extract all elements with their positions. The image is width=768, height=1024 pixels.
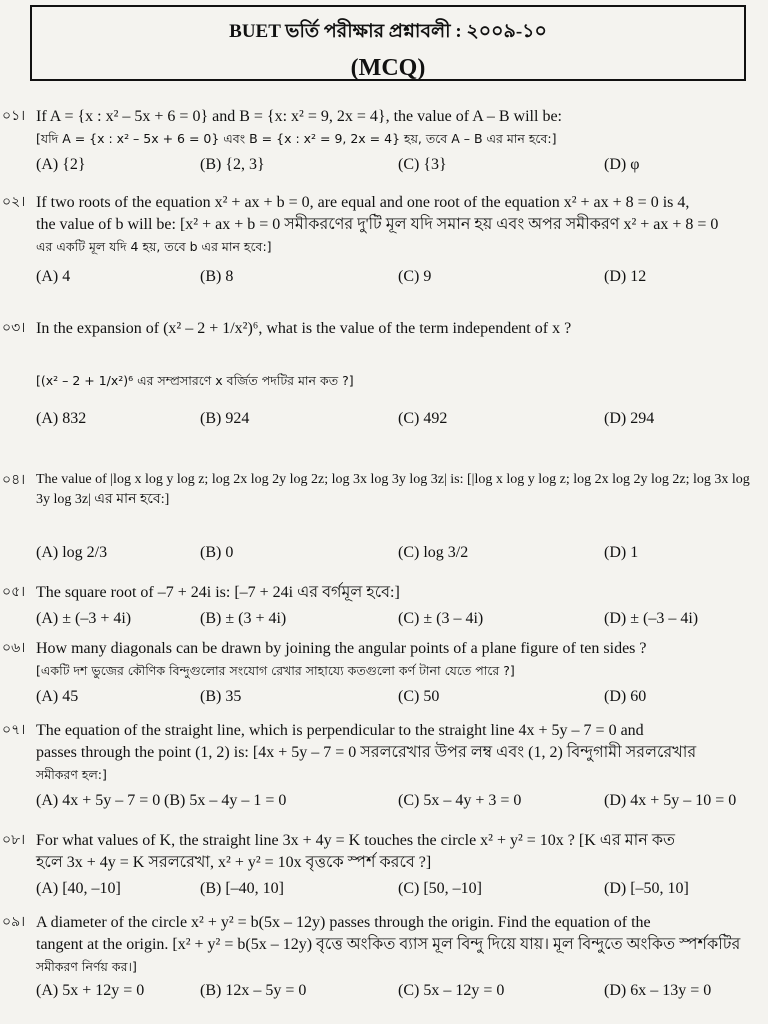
question-text: হলে 3x + 4y = K সরলরেখা, x² + y² = 10x বৃত্তকে স্পর্শ করবে ?] [36, 854, 432, 871]
option-a: (A) ± (–3 + 4i) [36, 610, 132, 627]
header-box [30, 5, 746, 81]
option-a: (A) 5x + 12y = 0 [36, 982, 145, 999]
question-text: passes through the point (1, 2) is: [4x + 5y – 7 = 0 সরলরেখার উপর লম্ব এবং (1, 2) বিন্দুগামী সরলরেখার [36, 744, 697, 761]
option-d: (D) 4x + 5y – 10 = 0 [604, 792, 737, 809]
question-number: ০২। [2, 195, 26, 210]
question-text: A diameter of the circle x² + y² = b(5x – 12y) passes through the origin. Find the equation of the [36, 914, 651, 931]
option-d: (D) 1 [604, 544, 639, 561]
option-d: (D) 60 [604, 688, 647, 705]
option-b: (B) 12x – 5y = 0 [200, 982, 307, 999]
question-8 [0, 830, 768, 900]
option-a: (A) 4 [36, 268, 71, 285]
option-d: (D) ± (–3 – 4i) [604, 610, 699, 627]
question-number: ০১। [2, 109, 26, 124]
question-text: tangent at the origin. [x² + y² = b(5x – 12y) বৃত্তে অংকিত ব্যাস মূল বিন্দু দিয়ে যায়। মূল বিন্দুতে অংকিত স্পর্শকটির [36, 936, 741, 953]
option-a: (A) log 2/3 [36, 544, 108, 561]
question-number: ০৫। [2, 585, 26, 600]
option-c: (C) 50 [398, 688, 440, 705]
option-b: (B) ± (3 + 4i) [200, 610, 287, 627]
option-c: (C) 492 [398, 410, 448, 427]
question-text: How many diagonals can be drawn by joining the angular points of a plane figure of ten sides ? [36, 640, 647, 657]
option-c: (C) log 3/2 [398, 544, 469, 561]
option-c: (C) 5x – 4y + 3 = 0 [398, 792, 522, 809]
question-3 [0, 318, 768, 430]
question-text: the value of b will be: [x² + ax + b = 0 সমীকরণের দু'টি মূল যদি সমান হয় এবং অপর সমীকরণ x² + ax + 8 = 0 [36, 216, 719, 233]
option-b: (B) {2, 3} [200, 156, 265, 173]
option-d: (D) [–50, 10] [604, 880, 689, 897]
option-c: (C) ± (3 – 4i) [398, 610, 484, 627]
question-6 [0, 638, 768, 708]
option-a: (A) 832 [36, 410, 87, 427]
question-1 [0, 106, 768, 176]
question-text: The equation of the straight line, which is perpendicular to the straight line 4x + 5y – 7 = 0 and [36, 722, 644, 739]
option-d: (D) φ [604, 156, 640, 173]
page-title: BUET ভর্তি পরীক্ষার প্রশ্নাবলী : ২০০৯-১০ [229, 21, 547, 42]
option-a: (A) [40, –10] [36, 880, 121, 897]
question-7 [0, 720, 768, 812]
option-b: (B) 8 [200, 268, 234, 285]
option-c: (C) [50, –10] [398, 880, 482, 897]
question-9 [0, 912, 768, 1002]
question-text: If A = {x : x² – 5x + 6 = 0} and B = {x: x² = 9, 2x = 4}, the value of A – B will be: [36, 108, 562, 125]
option-b: (B) 35 [200, 688, 242, 705]
question-text-bn: [একটি দশ ভুজের কৌণিক বিন্দুগুলোর সংযোগ রেখার সাহায্যে কতগুলো কর্ণ টানা যেতে পারে ?] [36, 663, 515, 678]
question-5 [0, 582, 768, 630]
question-number: ০৩। [2, 321, 26, 336]
question-number: ০৬। [2, 641, 26, 656]
question-number: ০৭। [2, 723, 26, 738]
question-4 [0, 470, 768, 564]
option-c: (C) {3} [398, 156, 447, 173]
question-text: The value of |log x log y log z; log 2x log 2y log 2z; log 3x log 3y log 3z| is: [|log x log y log z; log 2x log 2y log 2z; log 3x log 3y log 3z| এর মান হবে:] [36, 472, 750, 507]
question-number: ০৪। [2, 473, 26, 488]
option-c: (C) 9 [398, 268, 432, 285]
option-b: (B) [–40, 10] [200, 880, 284, 897]
option-b: (B) 5x – 4y – 1 = 0 [164, 792, 287, 809]
question-text-bn: সমীকরণ নির্ণয় কর।] [36, 959, 137, 974]
option-b: (B) 0 [200, 544, 234, 561]
question-text: In the expansion of (x² – 2 + 1/x²)⁶, what is the value of the term independent of x ? [36, 320, 572, 337]
question-text: The square root of –7 + 24i is: [–7 + 24i এর বর্গমূল হবে:] [36, 584, 400, 601]
option-b: (B) 924 [200, 410, 250, 427]
question-2 [0, 192, 768, 288]
option-d: (D) 294 [604, 410, 655, 427]
question-text-bn: [(x² – 2 + 1/x²)⁶ এর সম্প্রসারণে x বর্জিত পদটির মান কত ?] [36, 373, 354, 388]
question-text: For what values of K, the straight line 3x + 4y = K touches the circle x² + y² = 10x ? [K এর মান কত [36, 832, 676, 849]
question-text-bn: এর একটি মূল যদি 4 হয়, তবে b এর মান হবে:] [36, 239, 272, 254]
option-d: (D) 12 [604, 268, 647, 285]
option-a: (A) 4x + 5y – 7 = 0 [36, 792, 161, 809]
question-text-bn: [যদি A = {x : x² – 5x + 6 = 0} এবং B = {x : x² = 9, 2x = 4} হয়, তবে A – B এর মান হবে:] [36, 131, 557, 146]
option-d: (D) 6x – 13y = 0 [604, 982, 712, 999]
page-subtitle: (MCQ) [350, 55, 426, 81]
option-c: (C) 5x – 12y = 0 [398, 982, 505, 999]
option-a: (A) 45 [36, 688, 79, 705]
option-a: (A) {2} [36, 156, 86, 173]
question-text: If two roots of the equation x² + ax + b = 0, are equal and one root of the equation x² + ax + 8 = 0 is 4, [36, 194, 690, 211]
question-number: ০৯। [2, 915, 26, 930]
question-text-bn: সমীকরণ হল:] [36, 767, 107, 782]
question-number: ০৮। [2, 833, 26, 848]
